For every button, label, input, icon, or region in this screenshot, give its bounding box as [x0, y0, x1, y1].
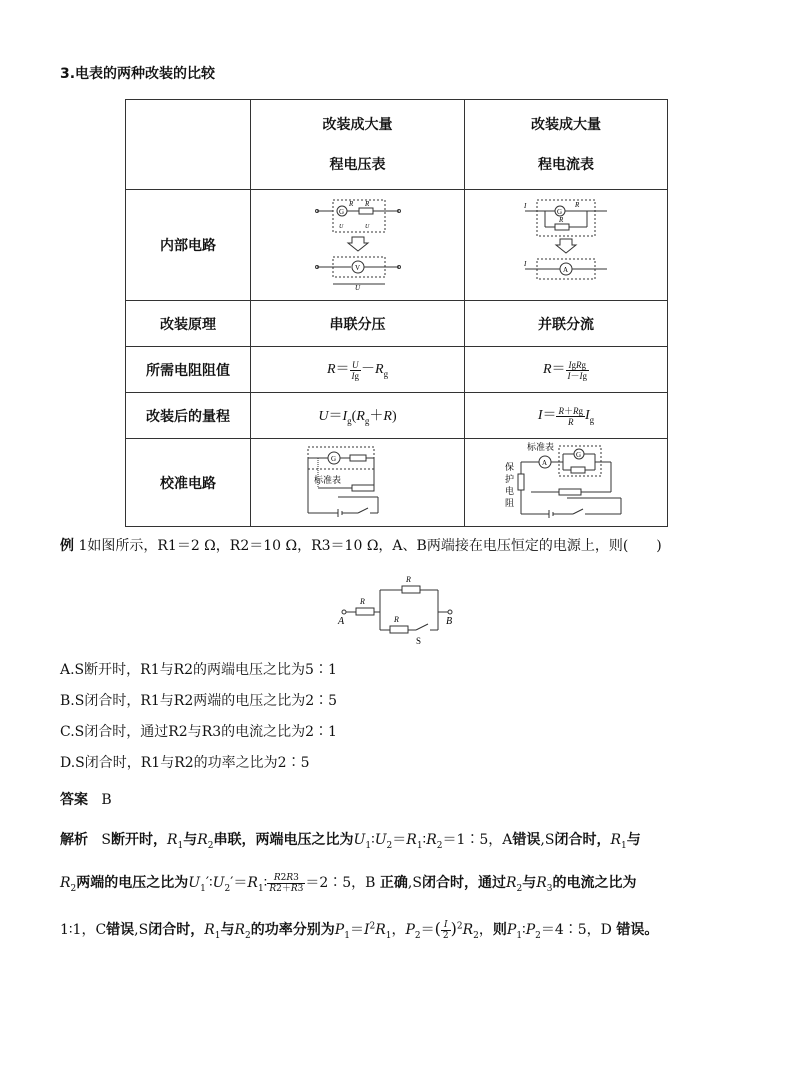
calib-protect-2: 护	[505, 473, 515, 484]
comparison-table	[125, 99, 668, 527]
example-stem	[60, 535, 662, 555]
svg-text:V: V	[354, 264, 360, 272]
option-c: C.S闭合时，通过R2与R3的电流之比为2∶1	[60, 724, 337, 740]
circuit-label: 内部电路	[126, 190, 251, 301]
range-label: 改装后的量程	[126, 393, 251, 439]
example-label: 例	[60, 538, 74, 554]
svg-text:R: R	[575, 201, 580, 209]
calib-protect-4: 阻	[505, 497, 515, 508]
svg-text:R: R	[360, 597, 365, 606]
example-circuit-diagram	[336, 572, 466, 650]
voltmeter-internal-circuit-diagram	[313, 195, 403, 291]
svg-text:I: I	[524, 260, 527, 268]
voltmeter-calibration-cell	[251, 439, 465, 527]
voltmeter-circuit-cell	[251, 190, 465, 301]
svg-text:A: A	[563, 266, 569, 274]
svg-text:U: U	[338, 224, 343, 230]
section-title: 3.电表的两种改装的比较	[60, 66, 216, 82]
analysis-label: 解析	[60, 832, 88, 848]
calib-protect-1: 保	[505, 461, 515, 472]
answer-line	[60, 789, 112, 809]
svg-text:A: A	[338, 616, 345, 627]
corner-cell	[126, 100, 251, 190]
svg-text:G: G	[330, 454, 336, 463]
ammeter-calibration-cell	[465, 439, 668, 527]
svg-text:R: R	[406, 575, 411, 584]
calib-std-voltmeter-label: 标准表	[313, 474, 341, 485]
voltmeter-header-line2: 程电压表	[329, 156, 386, 173]
range-formula-ammeter: I＝ $\frac{R+Rg}{R}$ $I_g$	[465, 393, 668, 439]
principle-ammeter: 并联分流	[465, 301, 668, 347]
resistance-formula-ammeter: R＝ $\frac{\text{IgRg}}{I-Ig}$	[465, 347, 668, 393]
option-b: B.S闭合时，R1与R2两端的电压之比为2∶5	[60, 693, 338, 709]
analysis-line-3: 1∶1，C错误,S闭合时，$R_1$与$R_2$的功率分别为$P_1=I^2R_1$，$P_2=$( $\frac{I}{2}$ )$^2R_2$，则$P_1∶P_2=4∶5$，D 错误。	[60, 919, 659, 941]
svg-text:U: U	[354, 284, 360, 291]
calib-std-ammeter-label: 标准表	[527, 441, 555, 452]
voltmeter-calibration-diagram	[298, 441, 418, 521]
svg-text:R: R	[559, 216, 564, 224]
principle-label: 改装原理	[126, 301, 251, 347]
svg-text:R: R	[348, 200, 353, 208]
voltmeter-header-line1: 改装成大量	[322, 116, 393, 133]
answer-label: 答案	[60, 792, 88, 808]
option-d: D.S闭合时，R1与R2的功率之比为2∶5	[60, 755, 310, 771]
example-number: 1	[78, 538, 88, 554]
calib-label: 校准电路	[126, 439, 251, 527]
answer-value: B	[101, 792, 112, 808]
svg-text:S: S	[416, 636, 422, 646]
ammeter-calibration-diagram	[501, 440, 631, 522]
principle-voltmeter: 串联分压	[251, 301, 465, 347]
svg-text:R: R	[394, 615, 399, 624]
svg-text:G: G	[576, 450, 582, 459]
resistance-label: 所需电阻阻值	[126, 347, 251, 393]
svg-text:B: B	[446, 616, 453, 627]
calib-protect-3: 电	[505, 485, 515, 496]
svg-text:R: R	[364, 200, 369, 208]
option-a: A.S断开时，R1与R2的两端电压之比为5∶1	[60, 662, 337, 678]
analysis-line-2: $R_2$两端的电压之比为$U_1'∶U_2'=R_1∶$ $\frac{R2R3}{R2+R3}$ ＝2∶5，B 正确,S闭合时，通过$R_2$与$R_3$的电流之比为	[60, 872, 637, 894]
ammeter-header-line1: 改装成大量	[531, 116, 601, 133]
range-formula-voltmeter: $U=I_g(R_g+R)$	[251, 393, 465, 439]
svg-text:U: U	[364, 224, 369, 230]
voltmeter-header	[251, 100, 465, 190]
svg-text:G: G	[557, 208, 563, 216]
svg-text:I: I	[524, 202, 527, 210]
ammeter-header	[465, 100, 668, 190]
example-stem-text: 如图所示，R1＝2 Ω，R2＝10 Ω，R3＝10 Ω，A、B两端接在电压恒定的电源上，则( )	[87, 538, 662, 554]
ammeter-circuit-cell	[465, 190, 668, 301]
ammeter-header-line2: 程电流表	[538, 156, 594, 173]
svg-text:A: A	[542, 458, 548, 467]
ammeter-internal-circuit-diagram	[521, 195, 611, 291]
analysis-line-1: 解析 S断开时，$R_1$与$R_2$串联，两端电压之比为$U_1∶U_2=R_1∶R_2=1∶5$，A错误,S闭合时，$R_1$与	[60, 832, 641, 851]
svg-text:G: G	[338, 208, 344, 216]
resistance-formula-voltmeter: R＝ $\frac{U}{Ig}$ $-R_g$	[251, 347, 465, 393]
